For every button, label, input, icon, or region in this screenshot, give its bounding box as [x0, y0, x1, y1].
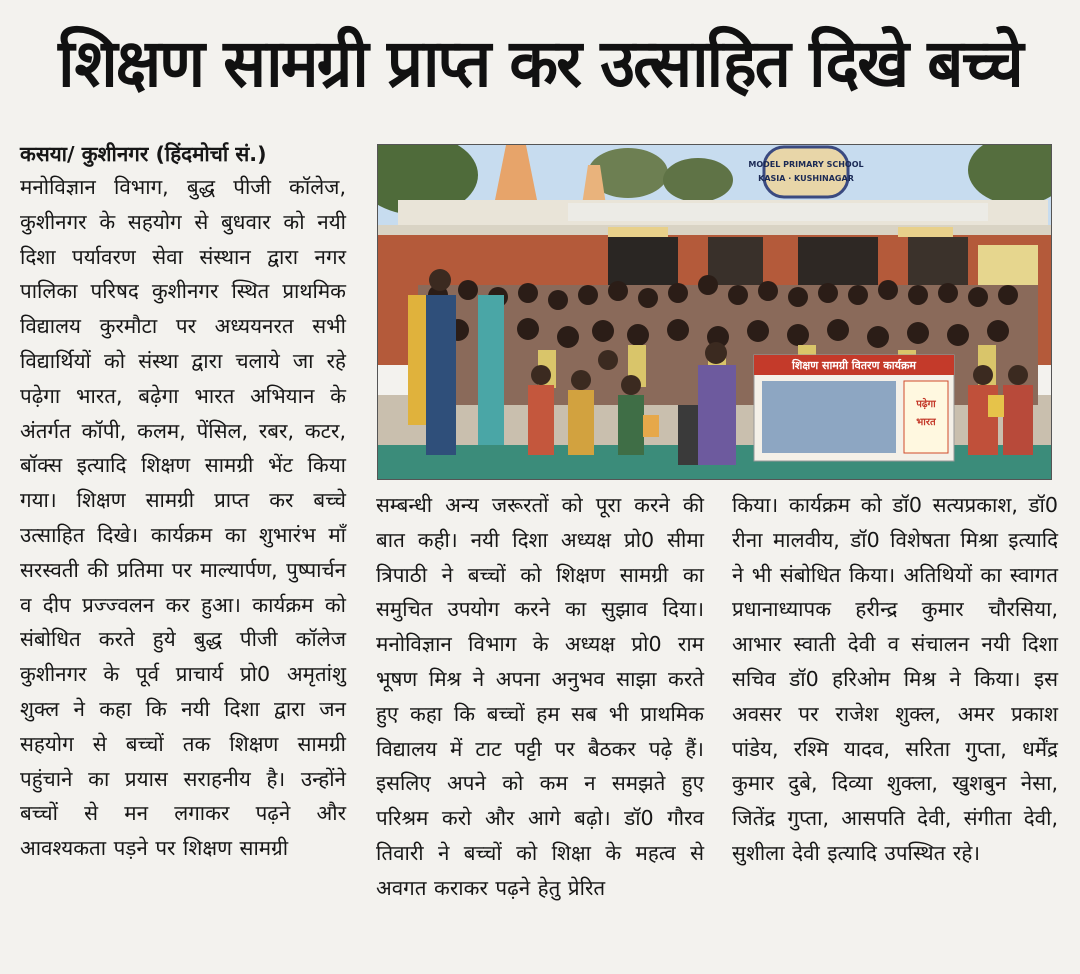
column-3-text: किया। कार्यक्रम को डॉ0 सत्यप्रकाश, डॉ0 रीना मालवीय, डॉ0 विशेषता मिश्रा इत्यादि ने भी संबोधित किया। अतिथियों का स्वागत प्रधानाध्यापक हरीन्द्र कुमार चौरसिया, आभार स्वाती देवी व संचालन नयी दिशा सचिव डॉ0 हरिओम मिश्र ने किया। इस अवसर पर राजेश शुक्ल, अमर प्रकाश पांडेय, रश्मि यादव, सरिता गुप्ता, धर्मेंद्र कुमार दुबे, दिव्या शुक्ला, खुशबुन नेसा, जितेंद्र गुप्ता, आसपति देवी, संगीता देवी, सुशीला देवी इत्यादि उपस्थित रहे। — [732, 493, 1058, 865]
article-column-1 — [20, 138, 346, 866]
column-1-text: मनोविज्ञान विभाग, बुद्ध पीजी कॉलेज, कुशीनगर के सहयोग से बुधवार को नयी दिशा पर्यावरण सेवा संस्थान द्वारा नगर पालिका परिषद कुशीनगर स्थित प्राथमिक विद्यालय कुरमौटा पर अध्ययनरत सभी विद्यार्थियों को संस्था द्वारा चलाये जा रहे पढ़ेगा भारत, बढ़ेगा भारत अभियान के अंतर्गत कॉपी, कलम, पेंसिल, रबर, कटर, बॉक्स इत्यादि शिक्षण सामग्री भेंट किया गया। शिक्षण सामग्री प्राप्त कर बच्चे उत्साहित दिखे। कार्यक्रम का शुभारंभ माँ सरस्वती की प्रतिमा पर माल्यार्पण, पुष्पार्चन व दीप प्रज्ज्वलन कर हुआ। कार्यक्रम को संबोधित करते हुये बुद्ध पीजी कॉलेज कुशीनगर के पूर्व प्राचार्य प्रो0 अमृतांशु शुक्ल ने कहा कि नयी दिशा द्वारा जन सहयोग से बच्चों तक शिक्षण सामग्री पहुंचाने का प्रयास सराहनीय है। उन्होंने बच्चों से मन लगाकर पढ़ने और आवश्यकता पड़ने पर शिक्षण सामग्री — [20, 175, 346, 861]
banner-side-line1: पढ़ेगा — [916, 399, 936, 410]
byline: कसया/ कुशीनगर (हिंदमोर्चा सं.) — [20, 142, 267, 166]
headline: शिक्षण सामग्री प्राप्त कर उत्साहित दिखे बच्चे — [58, 25, 1022, 102]
column-2-text: सम्बन्धी अन्य जरूरतों को पूरा करने की बात कही। नयी दिशा अध्यक्ष प्रो0 सीमा त्रिपाठी ने बच्चों को शिक्षण सामग्री का समुचित उपयोग करने का सुझाव दिया। मनोविज्ञान विभाग के अध्यक्ष प्रो0 राम भूषण मिश्र ने अपना अनुभव साझा करते हुए कहा कि बच्चों हम सब भी प्राथमिक विद्यालय में टाट पट्टी पर बैठकर पढ़े हैं। इसलिए अपने को कम न समझते हुए परिश्रम करो और आगे बढ़ो। डॉ0 गौरव तिवारी ने बच्चों को शिक्षा के महत्व से अवगत कराकर पढ़ने हेतु प्रेरित — [376, 493, 704, 900]
group-photo-illustration — [378, 145, 1051, 479]
event-photo — [377, 144, 1052, 480]
school-sign-line2: KASIA · KUSHINAGAR — [758, 174, 854, 183]
banner-title: शिक्षण सामग्री वितरण कार्यक्रम — [792, 359, 916, 372]
banner-side-line2: भारत — [916, 417, 936, 428]
article-column-3 — [732, 488, 1058, 871]
article-column-2 — [376, 488, 704, 906]
school-sign-line1: MODEL PRIMARY SCHOOL — [748, 160, 864, 169]
